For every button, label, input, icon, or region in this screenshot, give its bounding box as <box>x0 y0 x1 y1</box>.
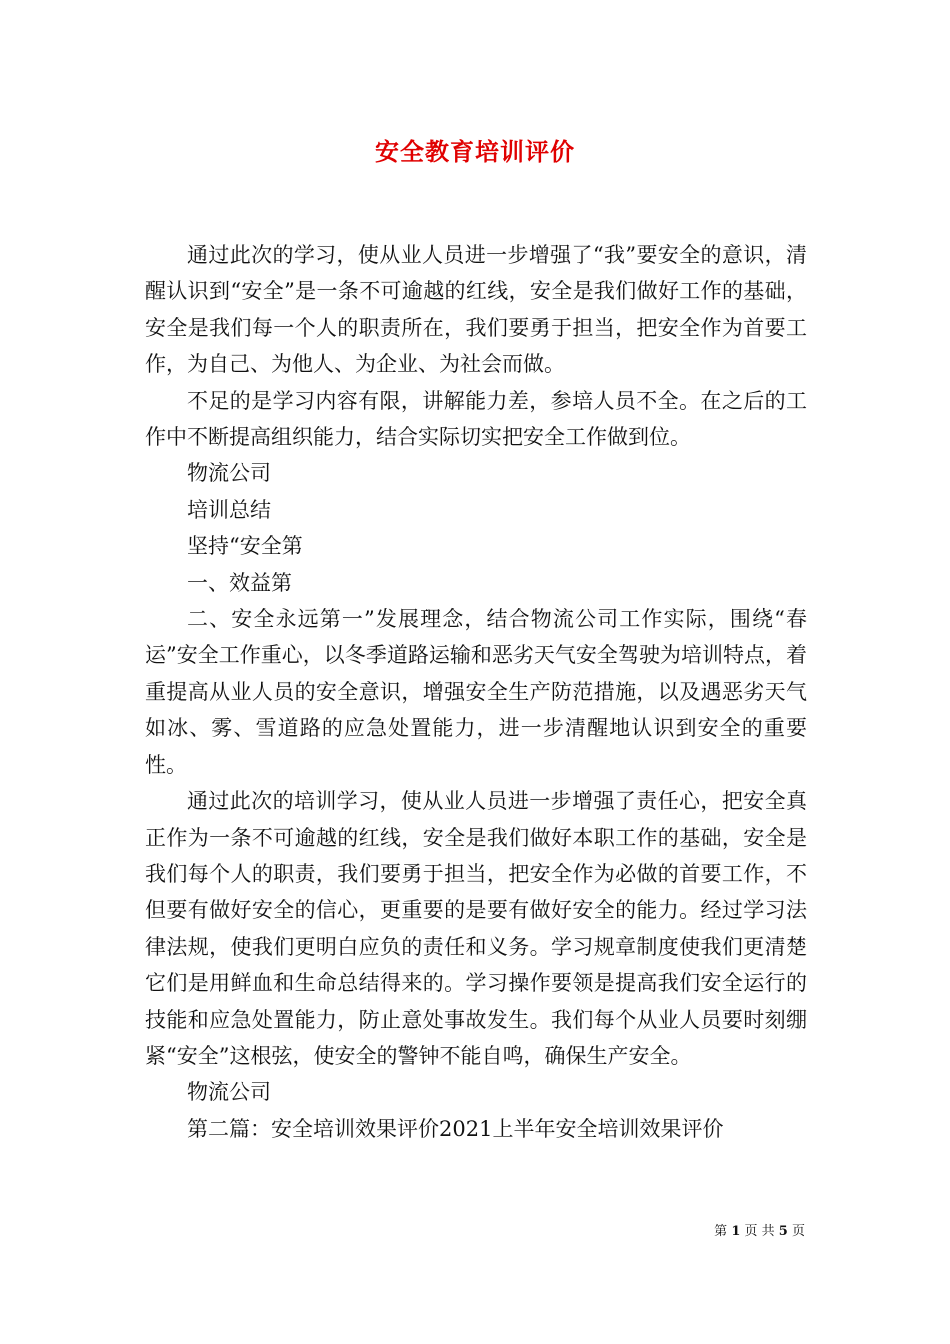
paragraph: 通过此次的培训学习，使从业人员进一步增强了责任心，把安全真正作为一条不可逾越的红线，安全是我们做好本职工作的基础，安全是我们每个人的职责，我们要勇于担当，把安全作为必做的首要工作，不但要有做好安全的信心，更重要的是要有做好安全的能力。经过学习法律法规，使我们更明白应负的责任和义务。学习规章制度使我们更清楚它们是用鲜血和生命总结得来的。学习操作要领是提高我们安全运行的技能和应急处置能力，防止意处事故发生。我们每个从业人员要时刻绷紧“安全”这根弦，使安全的警钟不能自鸣，确保生产安全。 <box>145 789 807 1068</box>
footer-page-number: 1 <box>731 1224 741 1239</box>
paragraph: 物流公司 <box>187 461 271 486</box>
paragraph: 物流公司 <box>187 1080 271 1105</box>
document-title: 安全教育培训评价 <box>375 137 575 166</box>
page-footer <box>660 1220 805 1239</box>
paragraph: 通过此次的学习，使从业人员进一步增强了“我”要安全的意识，清醒认识到“安全”是一条不可逾越的红线，安全是我们做好工作的基础，安全是我们每一个人的职责所在，我们要勇于担当，把安全作为首要工作，为自己、为他人、为企业、为社会而做。 <box>145 243 807 377</box>
footer-prefix: 第 <box>714 1224 728 1239</box>
paragraph: 培训总结 <box>187 497 271 522</box>
paragraph: 不足的是学习内容有限，讲解能力差，参培人员不全。在之后的工作中不断提高组织能力，结合实际切实把安全工作做到位。 <box>145 388 807 450</box>
paragraph: 二、安全永远第一”发展理念，结合物流公司工作实际，围绕“春运”安全工作重心，以冬季道路运输和恶劣天气安全驾驶为培训特点，着重提高从业人员的安全意识，增强安全生产防范措施，以及遇恶劣天气如冰、雾、雪道路的应急处置能力，进一步清醒地认识到安全的重要性。 <box>145 607 807 777</box>
paragraph: 一、效益第 <box>187 570 292 595</box>
footer-middle: 页 共 <box>744 1224 775 1239</box>
paragraph: 第二篇：安全培训效果评价2021上半年安全培训效果评价 <box>187 1116 724 1141</box>
document-body <box>145 237 807 1147</box>
footer-total-pages: 5 <box>778 1224 788 1239</box>
footer-suffix: 页 <box>791 1224 805 1239</box>
paragraph: 坚持“安全第 <box>187 534 303 559</box>
